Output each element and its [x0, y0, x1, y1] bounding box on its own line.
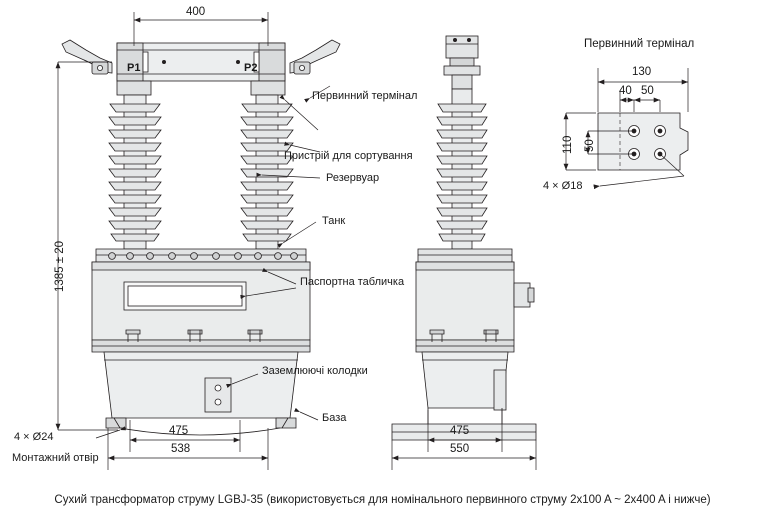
dim-front-top-width: 400	[186, 6, 206, 18]
dim-detail-height: 110	[562, 135, 574, 154]
dim-detail-b: 50	[641, 85, 654, 97]
callout-reservoir: Резервуар	[326, 172, 380, 184]
dim-side-base-outer: 550	[450, 443, 470, 455]
terminal-label-p1: P1	[127, 62, 141, 74]
dim-detail-a: 40	[619, 85, 632, 97]
dim-detail-width: 130	[632, 66, 652, 78]
callout-grounding-blocks: Заземлюючі колодки	[262, 365, 368, 377]
callout-sorting-device: Пристрій для сортування	[284, 150, 413, 162]
terminal-label-p2: P2	[244, 62, 258, 74]
dim-front-base-inner: 475	[169, 425, 189, 437]
callout-primary-terminal: Первинний термінал	[312, 90, 418, 102]
dim-front-height: 1385 ± 20	[54, 240, 66, 292]
callout-tank: Танк	[322, 215, 346, 227]
figure-caption: Сухий трансформатор струму LGBJ-35 (використовується для номінального первинного струму 2x100 A ~ 2x400 A і нижче)	[54, 494, 711, 506]
callout-base: База	[322, 412, 347, 424]
dim-front-base-outer: 538	[171, 443, 191, 455]
detail-view-title: Первинний термінал	[584, 38, 695, 50]
dim-side-base-inner: 475	[450, 425, 470, 437]
callout-detail-hole-count: 4 × Ø18	[543, 180, 583, 192]
dim-detail-c: 50	[584, 139, 596, 152]
callout-mounting-hole-count: 4 × Ø24	[14, 431, 54, 443]
callout-mounting-hole: Монтажний отвір	[12, 452, 99, 464]
callout-nameplate: Паспортна табличка	[300, 276, 405, 288]
